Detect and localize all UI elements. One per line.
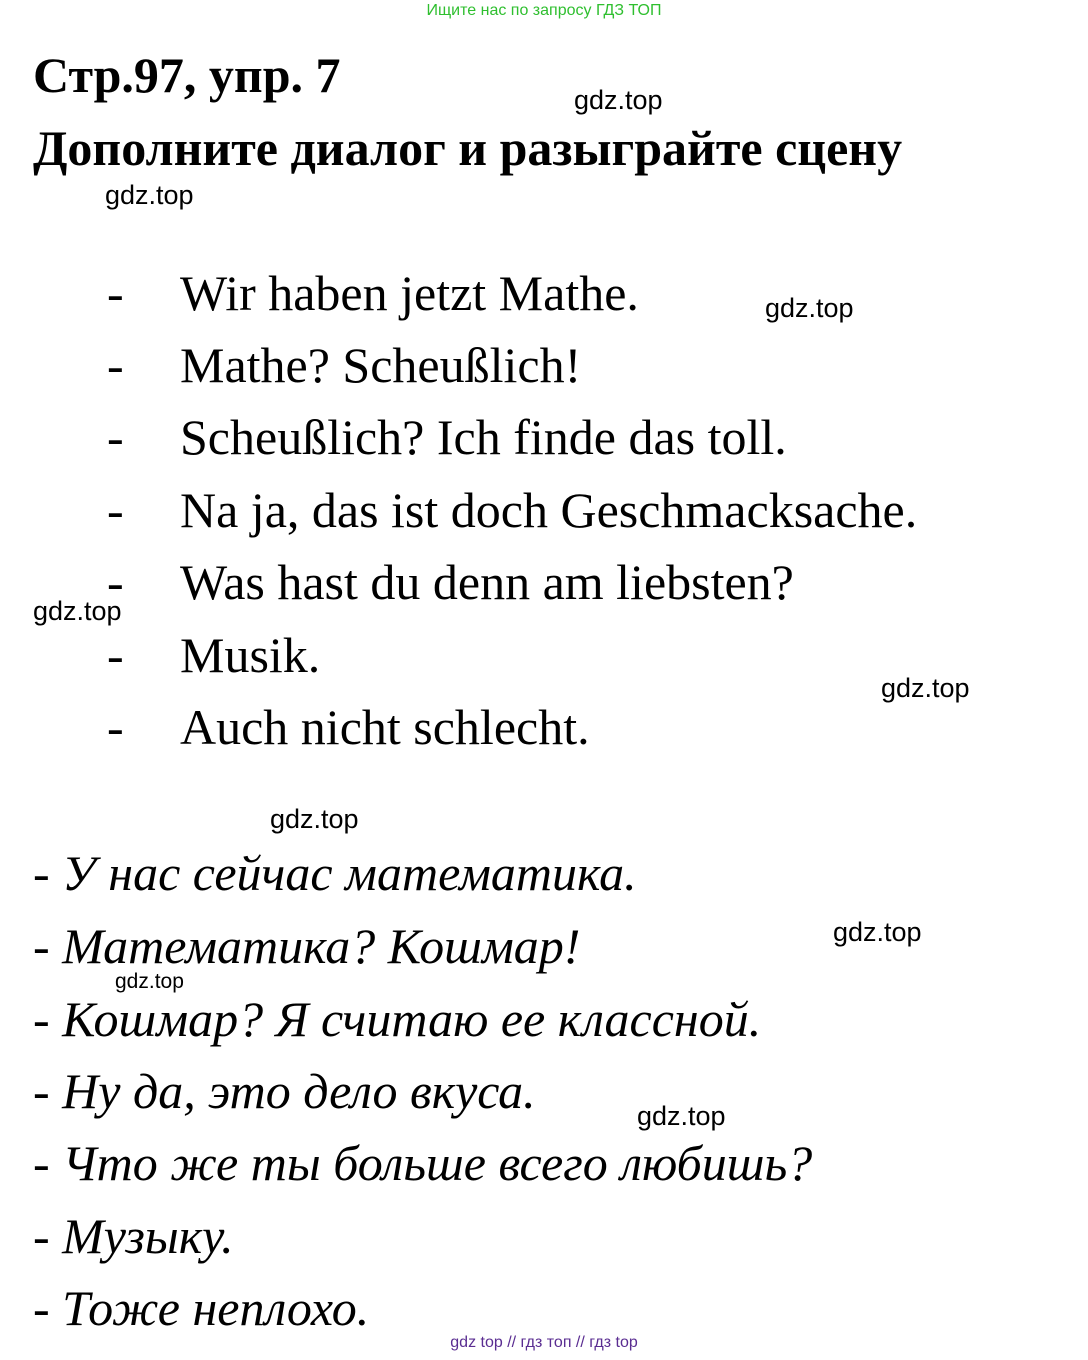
russian-line: - Ну да, это дело вкуса.	[33, 1063, 536, 1119]
german-line: Wir haben jetzt Mathe.	[180, 265, 639, 321]
watermark: gdz.top	[105, 180, 194, 210]
russian-line: - Кошмар? Я считаю ее классной.	[33, 991, 762, 1047]
dialog-dash: -	[107, 554, 124, 610]
russian-line: - У нас сейчас математика.	[33, 845, 637, 901]
russian-line: - Что же ты больше всего любишь?	[33, 1135, 813, 1191]
footer-watermark: gdz top // гдз топ // гдз top	[450, 1334, 638, 1351]
german-line: Was hast du denn am liebsten?	[180, 554, 794, 610]
german-line: Musik.	[180, 627, 321, 683]
watermark: gdz.top	[574, 85, 663, 115]
dialog-dash: -	[107, 337, 124, 393]
dialog-dash: -	[107, 409, 124, 465]
exercise-instruction: Дополните диалог и разыграйте сцену	[33, 120, 903, 176]
dialog-dash: -	[107, 482, 124, 538]
watermark: gdz.top	[115, 970, 184, 993]
german-line: Na ja, das ist doch Geschmacksache.	[180, 482, 918, 538]
watermark: gdz.top	[765, 293, 854, 323]
german-line: Mathe? Scheußlich!	[180, 337, 582, 393]
watermark: gdz.top	[881, 673, 970, 703]
dialog-dash: -	[107, 627, 124, 683]
russian-line: - Музыку.	[33, 1208, 234, 1264]
russian-line: - Тоже неплохо.	[33, 1280, 370, 1336]
page-title: Стр.97, упр. 7	[33, 47, 341, 103]
dialog-dash: -	[107, 265, 124, 321]
watermark: gdz.top	[637, 1101, 726, 1131]
russian-line: - Математика? Кошмар!	[33, 918, 581, 974]
watermark: gdz.top	[833, 917, 922, 947]
header-note: Ищите нас по запросу ГДЗ ТОП	[426, 2, 662, 19]
german-line: Auch nicht schlecht.	[180, 699, 590, 755]
watermark: gdz.top	[270, 804, 359, 834]
watermark: gdz.top	[33, 596, 122, 626]
dialog-dash: -	[107, 699, 124, 755]
german-line: Scheußlich? Ich finde das toll.	[180, 409, 787, 465]
